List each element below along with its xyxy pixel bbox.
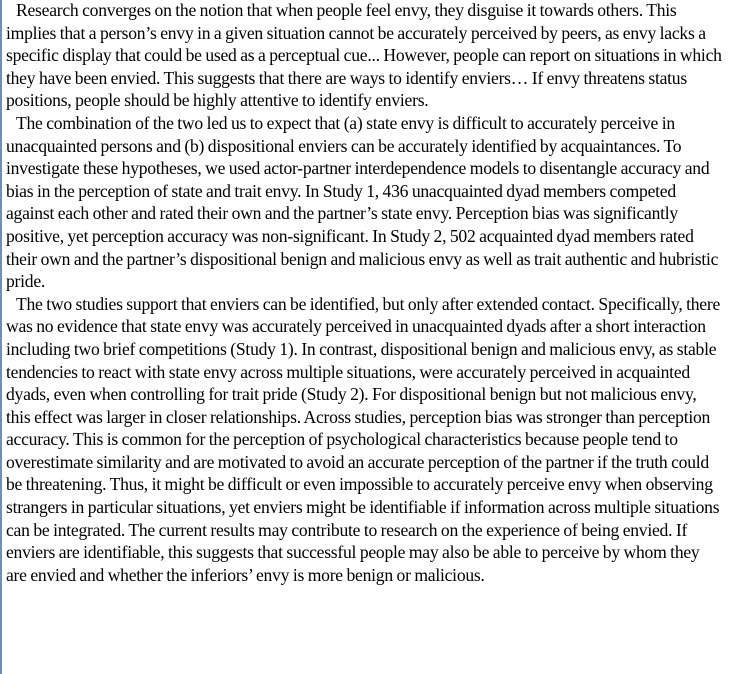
paragraph-1: Research converges on the notion that when people feel envy, they disguise it towards others. This implies that a person’s envy in a given situation cannot be accurately perceived by peers, as envy lacks a specific display that could be used as a perceptual cue... However, people can report on situations in which they have been envied. This suggests that there are ways to identify enviers… If envy threatens status positions, people should be highly attentive to identify enviers. — [6, 0, 722, 111]
paragraph-3: The two studies support that enviers can be identified, but only after extended contact. Specifically, there was no evidence that state envy was accurately perceived in unacquainted dyads after a short interaction including two brief competitions (Study 1). In contrast, dispositional benign and malicious envy, as stable tendencies to react with state envy across multiple situations, were accurately perceived in acquainted dyads, even when controlling for trait pride (Study 2). For dispositional benign but not malicious envy, this effect was larger in closer relationships. Across studies, perception bias was stronger than perception accuracy. This is common for the perception of psychological characteristics because people tend to overestimate similarity and are motivated to avoid an accurate perception of the partner if the truth could be threatening. Thus, it might be difficult or even impossible to accurately perceive envy when observing strangers in particular situations, yet enviers might be identifiable if information across multiple situations can be integrated. The current results may contribute to research on the experience of being envied. If enviers are identifiable, this suggests that successful people may also be able to perceive by whom they are envied and whether the inferiors’ envy is more benign or malicious. — [6, 293, 721, 585]
paragraph-2: The combination of the two led us to expect that (a) state envy is difficult to accurately perceive in unacquainted persons and (b) dispositional enviers can be accurately identified by acquaintances. To investigate these hypotheses, we used actor-partner interdependence models to disentangle accuracy and bias in the perception of state and trait envy. In Study 1, 436 unacquainted dyad members competed against each other and rated their own and the partner’s state envy. Perception bias was significantly positive, yet perception accuracy was non-significant. In Study 2, 502 acquainted dyad members rated their own and the partner’s dispositional benign and malicious envy as well as trait authentic and hubristic pride. — [6, 112, 719, 292]
